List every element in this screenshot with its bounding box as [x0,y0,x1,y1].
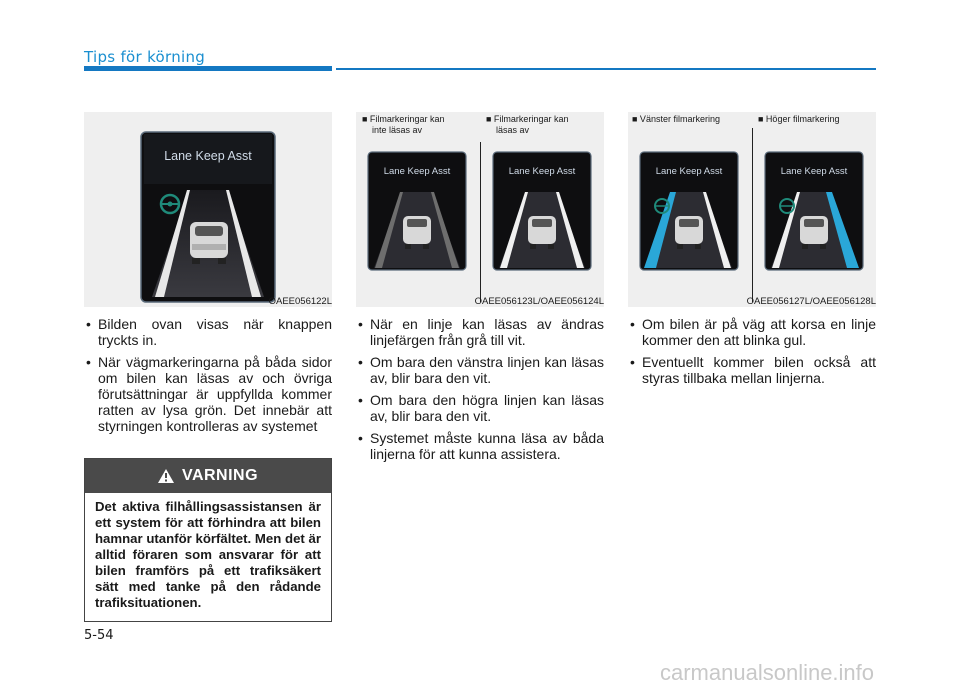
warning-box [84,458,332,622]
screen-title: Lane Keep Asst [383,166,451,177]
figure-1-code: OAEE056122L [268,296,332,307]
figure-3-right-caption: ■ Höger filmarkering [758,114,840,124]
list-item: • Eventuellt kommer bilen också att styras tillbaka mellan linjerna. [628,354,876,386]
figure-2-code: OAEE056123L/OAEE056124L [474,296,604,307]
list-item: • När en linje kan läsas av ändras linjefärgen från grå till vit. [356,316,604,348]
figure-2-right-caption-line2: läsas av [496,125,530,135]
figure-1-panel [84,112,332,307]
screen-title: Lane Keep Asst [780,166,848,177]
page-number: 5-54 [84,628,114,643]
column-2-bullets [356,316,604,468]
header-rule-thick [84,66,332,71]
lane-keep-display-warning-pair [628,112,876,307]
header-rule-thin [336,68,876,70]
warning-title: VARNING [181,467,259,484]
screen-title: Lane Keep Asst [508,166,576,177]
screen-title: Lane Keep Asst [655,166,723,177]
list-item: • Om bilen är på väg att korsa en linje kommer den att blinka gul. [628,316,876,348]
section-title: Tips för körning [84,48,206,66]
figure-2-panel [356,112,604,307]
lane-keep-display-pair [356,112,604,307]
figure-2-left-caption-line1: ■ Filmarkeringar kan [362,114,445,124]
figure-2-left-caption-line2: inte läsas av [372,125,423,135]
warning-triangle-icon [158,469,174,483]
list-item: • Om bara den högra linjen kan läsas av, blir bara den vit. [356,392,604,424]
screen-title: Lane Keep Asst [164,149,252,163]
figure-2-right-caption-line1: ■ Filmarkeringar kan [486,114,569,124]
list-item: • Bilden ovan visas när knappen tryckts in. [84,316,332,348]
figure-3-left-caption: ■ Vänster filmarkering [632,114,720,124]
watermark: carmanualsonline.info [660,660,875,685]
list-item: • Om bara den vänstra linjen kan läsas av, blir bara den vit. [356,354,604,386]
list-item: • När vägmarkeringarna på båda sidor om bilen kan läsas av och övriga förutsättningar är uppfyllda kommer ratten av lysa grön. Det innebär att styrningen kontrolleras av systemet [84,354,332,434]
figure-3-code: OAEE056127L/OAEE056128L [746,296,876,307]
figure-3-panel [628,112,876,307]
list-item: • Systemet måste kunna läsa av båda linjerna för att kunna assistera. [356,430,604,462]
warning-header [85,459,331,493]
column-3-bullets [628,316,876,392]
warning-body: Det aktiva filhållingsassistansen är ett system för att förhindra att bilen hamnar utanför körfältet. Men det är alltid föraren som ansvarar för att bilen framförs på ett trafiksäkert sätt med tanke på den rådande trafiksituationen. [95,499,321,610]
lane-keep-display-large [84,112,332,307]
car-icon [190,222,228,264]
column-1-bullets [84,316,332,440]
